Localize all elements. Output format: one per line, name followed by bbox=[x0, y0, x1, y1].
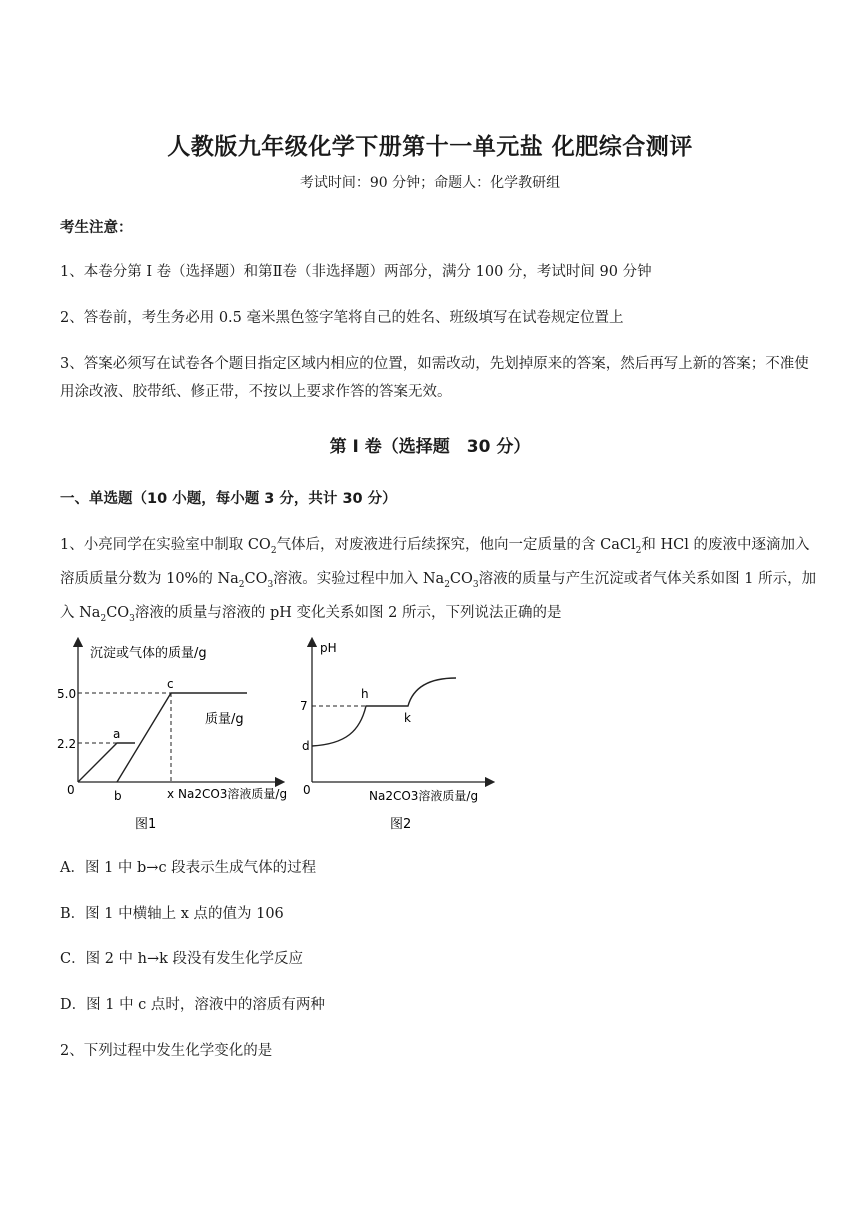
fig1-xlabel: Na2CO3溶液质量/g bbox=[178, 787, 288, 801]
fig1-label-x: x bbox=[167, 787, 175, 801]
option-d[interactable]: D．图 1 中 c 点时，溶液中的溶质有两种 bbox=[60, 997, 325, 1013]
figure-2-chart bbox=[298, 636, 498, 836]
fig2-label-d: d bbox=[302, 739, 310, 753]
option-c[interactable]: C．图 2 中 h→k 段没有发生化学反应 bbox=[60, 951, 304, 967]
figure-1-chart bbox=[55, 636, 305, 836]
page-title: 人教版九年级化学下册第十一单元盐 化肥综合测评 bbox=[167, 134, 693, 160]
fig2-caption: 图2 bbox=[390, 817, 412, 832]
fig1-ytick-2-2: 2.2 bbox=[57, 737, 77, 751]
fig1-caption: 图1 bbox=[135, 817, 157, 832]
notice-item-3: 3、答案必须写在试卷各个题目指定区域内相应的位置，如需改动，先划掉原来的答案，然后再写上新的答案；不准使用涂改液、胶带纸、修正带，不按以上要求作答的答案无效。 bbox=[60, 356, 809, 400]
fig2-ylabel: pH bbox=[320, 641, 337, 655]
fig1-ylabel: 沉淀或气体的质量/g bbox=[90, 646, 207, 661]
fig1-ytick-5: 5.0 bbox=[57, 687, 77, 701]
fig1-inner-label: 质量/g bbox=[205, 712, 244, 727]
fig2-series-ph bbox=[312, 678, 456, 746]
section-title: 第 I 卷（选择题 30 分） bbox=[329, 437, 531, 457]
fig1-label-c: c bbox=[167, 677, 174, 691]
fig2-label-h: h bbox=[361, 687, 369, 701]
fig1-label-a: a bbox=[113, 727, 121, 741]
fig2-ytick-7: 7 bbox=[300, 699, 308, 713]
notice-item-1: 1、本卷分第 I 卷（选择题）和第Ⅱ卷（非选择题）两部分，满分 100 分，考试时间 90 分钟 bbox=[60, 264, 652, 280]
fig2-origin: 0 bbox=[303, 783, 311, 797]
question-1-stem: 1、小亮同学在实验室中制取 $CO_2$气体后，对废液进行后续探究，他向一定质量的含 CaCl$_2$和 HCl 的废液中逐滴加入溶质质量分数为 10%的 $Na_2CO_3$溶液。实验过程中加入 $Na_2CO_3$溶液的质量与产生沉淀或者气体关系如图 1 所示，加入 $Na_2CO_3$溶液的质量与溶液的 pH 变化关系如图 2 所示，下列说法正确的是 bbox=[60, 537, 817, 624]
fig1-series-gas bbox=[78, 743, 135, 782]
exam-info: 考试时间：90 分钟；命题人：化学教研组 bbox=[299, 175, 561, 191]
option-a[interactable]: A．图 1 中 b→c 段表示生成气体的过程 bbox=[60, 860, 317, 876]
fig1-origin: 0 bbox=[67, 783, 75, 797]
option-b[interactable]: B．图 1 中横轴上 x 点的值为 106 bbox=[60, 906, 284, 922]
notice-heading: 考生注意： bbox=[60, 220, 133, 236]
part-title: 一、单选题（10 小题，每小题 3 分，共计 30 分） bbox=[60, 491, 397, 507]
notice-item-2: 2、答卷前，考生务必用 0.5 毫米黑色签字笔将自己的姓名、班级填写在试卷规定位置上 bbox=[60, 310, 624, 326]
question-2-stem: 2、下列过程中发生化学变化的是 bbox=[60, 1043, 273, 1059]
fig2-xlabel: Na2CO3溶液质量/g bbox=[369, 789, 479, 803]
fig1-label-b: b bbox=[114, 789, 122, 803]
fig2-label-k: k bbox=[404, 711, 411, 725]
fig1-series-precipitate bbox=[117, 693, 247, 782]
